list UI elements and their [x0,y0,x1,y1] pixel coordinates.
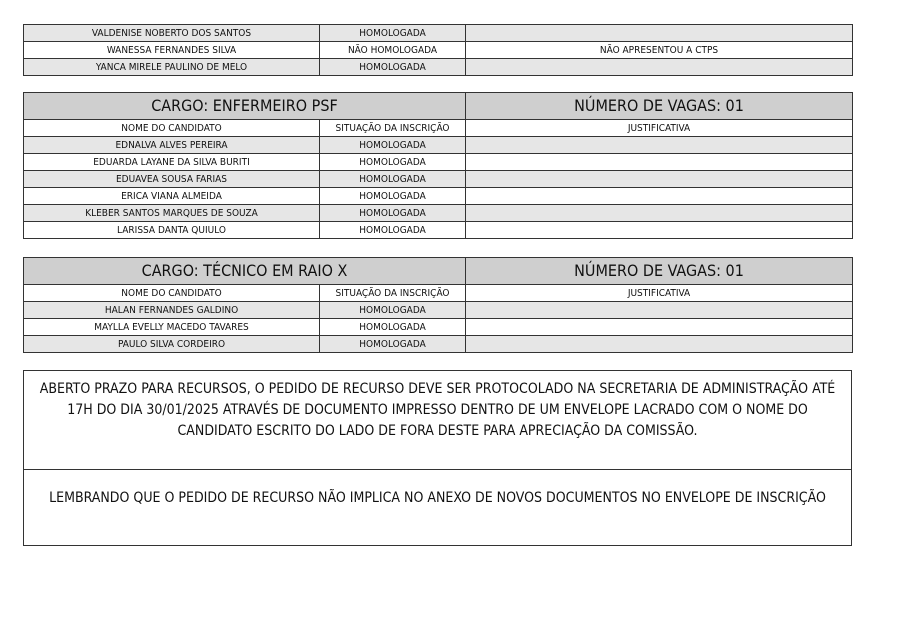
candidate-name: KLEBER SANTOS MARQUES DE SOUZA [24,205,320,222]
candidate-name: HALAN FERNANDES GALDINO [24,302,320,319]
candidate-name: VALDENISE NOBERTO DOS SANTOS [24,25,320,42]
candidate-name: LARISSA DANTA QUIULO [24,222,320,239]
table-row [24,319,853,336]
justification [466,25,853,42]
candidate-name: EDUARDA LAYANE DA SILVA BURITI [24,154,320,171]
appeal-reminder-notice: LEMBRANDO QUE O PEDIDO DE RECURSO NÃO IMPLICA NO ANEXO DE NOVOS DOCUMENTOS NO ENVELOPE DE INSCRIÇÃO [23,469,852,546]
table-row [24,59,853,76]
registration-status: HOMOLOGADA [320,154,466,171]
justification [466,302,853,319]
table-row [24,42,853,59]
justification [466,59,853,76]
candidate-name: YANCA MIRELE PAULINO DE MELO [24,59,320,76]
table-row [24,336,853,353]
candidate-name: WANESSA FERNANDES SILVA [24,42,320,59]
tecnico-raio-x-table [23,257,853,353]
table-row [24,25,853,42]
registration-status: HOMOLOGADA [320,302,466,319]
column-headers [24,285,853,302]
registration-status: HOMOLOGADA [320,137,466,154]
candidate-name: EDNALVA ALVES PEREIRA [24,137,320,154]
col-header-status: SITUAÇÃO DA INSCRIÇÃO [320,120,466,137]
candidate-name: EDUAVEA SOUSA FARIAS [24,171,320,188]
registration-status: HOMOLOGADA [320,188,466,205]
registration-status: HOMOLOGADA [320,205,466,222]
justification [466,137,853,154]
col-header-status: SITUAÇÃO DA INSCRIÇÃO [320,285,466,302]
vagas-count: NÚMERO DE VAGAS: 01 [466,93,853,120]
table-row [24,137,853,154]
col-header-name: NOME DO CANDIDATO [24,285,320,302]
registration-status: HOMOLOGADA [320,25,466,42]
justification [466,222,853,239]
registration-status: HOMOLOGADA [320,171,466,188]
candidate-name: ERICA VIANA ALMEIDA [24,188,320,205]
table-row [24,222,853,239]
table-row [24,205,853,222]
col-header-justification: JUSTIFICATIVA [466,120,853,137]
justification [466,336,853,353]
table-row [24,171,853,188]
candidate-name: PAULO SILVA CORDEIRO [24,336,320,353]
justification [466,188,853,205]
table-row [24,188,853,205]
section-header [24,93,853,120]
col-header-name: NOME DO CANDIDATO [24,120,320,137]
candidate-name: MAYLLA EVELLY MACEDO TAVARES [24,319,320,336]
registration-status: HOMOLOGADA [320,59,466,76]
table-row [24,302,853,319]
cargo-title: CARGO: ENFERMEIRO PSF [24,93,466,120]
col-header-justification: JUSTIFICATIVA [466,285,853,302]
registration-status: HOMOLOGADA [320,336,466,353]
justification [466,171,853,188]
justification [466,205,853,222]
section-header [24,258,853,285]
justification [466,319,853,336]
column-headers [24,120,853,137]
registration-status: NÃO HOMOLOGADA [320,42,466,59]
registration-status: HOMOLOGADA [320,319,466,336]
candidates-table-continued [23,24,853,76]
vagas-count: NÚMERO DE VAGAS: 01 [466,258,853,285]
table-row [24,154,853,171]
justification [466,154,853,171]
justification: NÃO APRESENTOU A CTPS [466,42,853,59]
appeal-deadline-notice: ABERTO PRAZO PARA RECURSOS, O PEDIDO DE RECURSO DEVE SER PROTOCOLADO NA SECRETARIA DE ADMINISTRAÇÃO ATÉ 17H DO DIA 30/01/2025 ATRAVÉS DE DOCUMENTO IMPRESSO DENTRO DE UM ENVELOPE LACRADO COM O NOME DO CANDIDATO ESCRITO DO LADO DE FORA DESTE PARA APRECIAÇÃO DA COMISSÃO. [23,370,852,470]
cargo-title: CARGO: TÉCNICO EM RAIO X [24,258,466,285]
registration-status: HOMOLOGADA [320,222,466,239]
enfermeiro-psf-table [23,92,853,239]
